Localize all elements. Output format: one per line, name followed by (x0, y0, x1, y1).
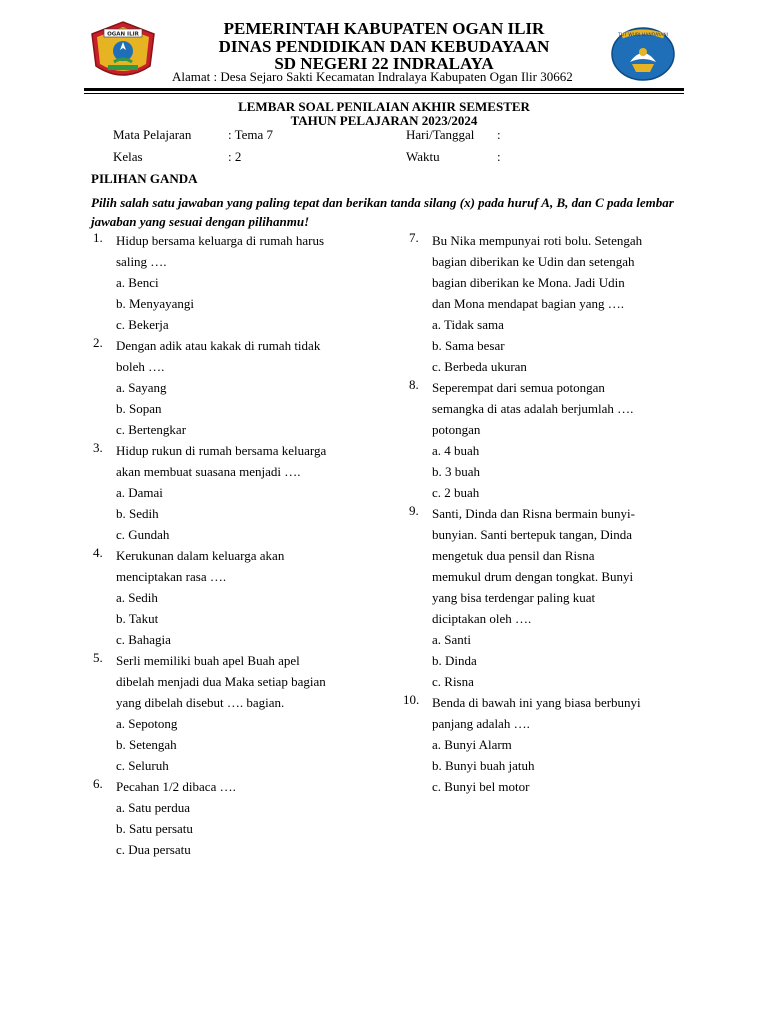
question-item (409, 230, 699, 377)
question-item (93, 335, 383, 440)
question-text-line: bunyian. Santi bertepuk tangan, Dinda (432, 527, 633, 542)
question-text-line: Serli memiliki buah apel Buah apel (116, 653, 300, 668)
day-label: Hari/Tanggal (406, 127, 475, 142)
answer-option: b. Bunyi buah jatuh (432, 758, 535, 773)
answer-option: b. Sama besar (432, 338, 505, 353)
question-item (409, 503, 699, 692)
answer-option: c. Gundah (116, 527, 170, 542)
question-text-line: Kerukunan dalam keluarga akan (116, 548, 285, 563)
government-name: PEMERINTAH KABUPATEN OGAN ILIR (223, 19, 545, 38)
question-text-line: Hidup rukun di rumah bersama keluarga (116, 443, 327, 458)
question-text-line: bagian diberikan ke Udin dan setengah (432, 254, 635, 269)
answer-option: b. 3 buah (432, 464, 481, 479)
question-item (93, 776, 383, 860)
question-text-line: diciptakan oleh …. (432, 611, 532, 626)
section-title: PILIHAN GANDA (91, 171, 198, 186)
class-value: : 2 (228, 149, 242, 164)
question-item (93, 650, 383, 776)
answer-option: c. Bahagia (116, 632, 171, 647)
subject-value: : Tema 7 (228, 127, 274, 142)
answer-option: a. Tidak sama (432, 317, 504, 332)
school-name: SD NEGERI 22 INDRALAYA (274, 54, 494, 73)
subject-label: Mata Pelajaran (113, 127, 192, 142)
day-value: : (497, 127, 501, 142)
question-text-line: mengetuk dua pensil dan Risna (432, 548, 595, 563)
question-number: 3. (93, 440, 103, 455)
question-number: 1. (93, 230, 103, 245)
answer-option: b. Menyayangi (116, 296, 194, 311)
answer-option: c. Bekerja (116, 317, 169, 332)
answer-option: b. Satu persatu (116, 821, 193, 836)
answer-option: b. Setengah (116, 737, 177, 752)
question-number: 9. (409, 503, 419, 518)
time-label: Waktu (406, 149, 440, 164)
question-text-line: dan Mona mendapat bagian yang …. (432, 296, 625, 311)
answer-option: a. 4 buah (432, 443, 480, 458)
answer-option: b. Sopan (116, 401, 162, 416)
question-text-line: memukul drum dengan tongkat. Bunyi (432, 569, 634, 584)
question-text-line: Bu Nika mempunyai roti bolu. Setengah (432, 233, 643, 248)
question-text-line: boleh …. (116, 359, 165, 374)
answer-option: b. Sedih (116, 506, 159, 521)
question-item (93, 440, 383, 545)
question-text-line: Dengan adik atau kakak di rumah tidak (116, 338, 321, 353)
question-number: 2. (93, 335, 103, 350)
question-item (403, 692, 699, 797)
answer-option: a. Sayang (116, 380, 167, 395)
question-text-line: menciptakan rasa …. (116, 569, 227, 584)
class-label: Kelas (113, 149, 143, 164)
question-text-line: semangka di atas adalah berjumlah …. (432, 401, 634, 416)
question-text-line: yang bisa terdengar paling kuat (432, 590, 596, 605)
sheet-title: LEMBAR SOAL PENILAIAN AKHIR SEMESTER (238, 99, 530, 114)
department-name: DINAS PENDIDIKAN DAN KEBUDAYAAN (218, 37, 550, 56)
question-column-left (93, 230, 383, 860)
answer-option: b. Dinda (432, 653, 477, 668)
question-number: 7. (409, 230, 419, 245)
school-address: Alamat : Desa Sejaro Sakti Kecamatan Indralaya Kabupaten Ogan Ilir 30662 (172, 69, 573, 84)
answer-option: a. Sedih (116, 590, 158, 605)
question-text-line: potongan (432, 422, 481, 437)
question-column-right (403, 230, 699, 797)
answer-option: a. Damai (116, 485, 163, 500)
question-text-line: yang dibelah disebut …. bagian. (116, 695, 285, 710)
logo-lettering: OGAN ILIR (107, 31, 139, 38)
question-item (409, 377, 699, 503)
answer-option: c. Dua persatu (116, 842, 191, 857)
answer-option: c. Bunyi bel motor (432, 779, 530, 794)
answer-option: a. Sepotong (116, 716, 178, 731)
question-text-line: bagian diberikan ke Mona. Jadi Udin (432, 275, 625, 290)
answer-option: c. Risna (432, 674, 474, 689)
question-text-line: Pecahan 1/2 dibaca …. (116, 779, 236, 794)
header-rule-thin (84, 93, 684, 94)
answer-option: a. Santi (432, 632, 471, 647)
answer-option: c. 2 buah (432, 485, 480, 500)
question-text-line: Seperempat dari semua potongan (432, 380, 605, 395)
header-rule-thick (84, 88, 684, 91)
answer-option: a. Satu perdua (116, 800, 191, 815)
question-text-line: saling …. (116, 254, 167, 269)
question-text-line: akan membuat suasana menjadi …. (116, 464, 301, 479)
answer-option: c. Berbeda ukuran (432, 359, 527, 374)
academic-year: TAHUN PELAJARAN 2023/2024 (290, 113, 478, 128)
answer-option: a. Benci (116, 275, 159, 290)
answer-option: a. Bunyi Alarm (432, 737, 512, 752)
instructions: Pilih salah satu jawaban yang paling tepat dan berikan tanda silang (x) pada huruf A, B, dan C pada lembar jawaban yang sesuai dengan pilihanmu! (91, 195, 674, 229)
question-text-line: Benda di bawah ini yang biasa berbunyi (432, 695, 641, 710)
question-text-line: panjang adalah …. (432, 716, 530, 731)
time-value: : (497, 149, 501, 164)
logo-lettering: TUT WURI HANDAYANI (618, 33, 668, 38)
answer-option: c. Bertengkar (116, 422, 187, 437)
question-number: 5. (93, 650, 103, 665)
question-item (93, 230, 383, 335)
question-text-line: dibelah menjadi dua Maka setiap bagian (116, 674, 326, 689)
question-number: 6. (93, 776, 103, 791)
question-number: 4. (93, 545, 103, 560)
answer-option: c. Seluruh (116, 758, 169, 773)
question-text-line: Santi, Dinda dan Risna bermain bunyi- (432, 506, 635, 521)
question-number: 10. (403, 692, 420, 707)
question-text-line: Hidup bersama keluarga di rumah harus (116, 233, 325, 248)
question-number: 8. (409, 377, 419, 392)
question-item (93, 545, 383, 650)
answer-option: b. Takut (116, 611, 159, 626)
